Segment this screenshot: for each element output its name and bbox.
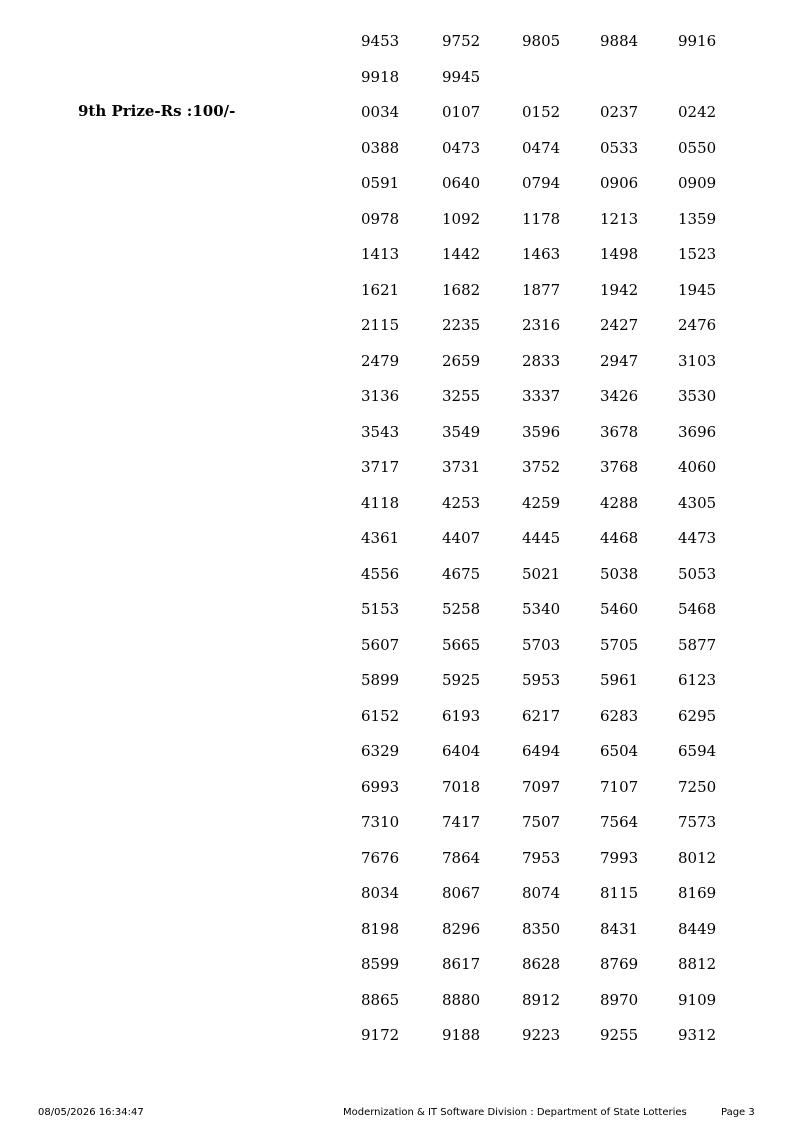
ticket-number: 0237 <box>600 103 639 121</box>
ticket-number: 4468 <box>600 529 639 547</box>
footer-timestamp: 08/05/2026 16:34:47 <box>38 1107 144 1118</box>
number-row <box>0 706 800 726</box>
number-row <box>0 244 800 264</box>
number-row <box>0 528 800 548</box>
ticket-number: 5258 <box>442 600 481 618</box>
ticket-number: 3530 <box>678 387 717 405</box>
ticket-number: 0906 <box>600 174 639 192</box>
ticket-number: 5665 <box>442 636 481 654</box>
ticket-number: 3103 <box>678 352 717 370</box>
ticket-number: 9109 <box>678 991 717 1009</box>
prize-label: 9th Prize-Rs :100/- <box>78 102 236 120</box>
ticket-number: 5607 <box>361 636 400 654</box>
ticket-number: 0591 <box>361 174 400 192</box>
ticket-number: 6193 <box>442 707 481 725</box>
ticket-number: 2235 <box>442 316 481 334</box>
ticket-number: 0388 <box>361 139 400 157</box>
ticket-number: 6404 <box>442 742 481 760</box>
ticket-number: 8970 <box>600 991 639 1009</box>
number-row <box>0 493 800 513</box>
ticket-number: 7018 <box>442 778 481 796</box>
ticket-number: 8115 <box>600 884 639 902</box>
ticket-number: 3678 <box>600 423 639 441</box>
ticket-number: 7507 <box>522 813 561 831</box>
ticket-number: 5961 <box>600 671 639 689</box>
ticket-number: 5153 <box>361 600 400 618</box>
ticket-number: 4556 <box>361 565 400 583</box>
number-row <box>0 954 800 974</box>
ticket-number: 1621 <box>361 281 400 299</box>
ticket-number: 0034 <box>361 103 400 121</box>
number-row <box>0 599 800 619</box>
ticket-number: 3255 <box>442 387 481 405</box>
ticket-number: 3136 <box>361 387 400 405</box>
ticket-number: 9223 <box>522 1026 561 1044</box>
number-row <box>0 848 800 868</box>
ticket-number: 4288 <box>600 494 639 512</box>
ticket-number: 0550 <box>678 139 717 157</box>
ticket-number: 9752 <box>442 32 481 50</box>
ticket-number: 4361 <box>361 529 400 547</box>
ticket-number: 6329 <box>361 742 400 760</box>
ticket-number: 2476 <box>678 316 717 334</box>
ticket-number: 0640 <box>442 174 481 192</box>
number-row <box>0 883 800 903</box>
ticket-number: 1442 <box>442 245 481 263</box>
ticket-number: 3543 <box>361 423 400 441</box>
ticket-number: 8012 <box>678 849 717 867</box>
ticket-number: 8912 <box>522 991 561 1009</box>
ticket-number: 3337 <box>522 387 561 405</box>
number-row <box>0 1025 800 1045</box>
ticket-number: 5340 <box>522 600 561 618</box>
ticket-number: 2479 <box>361 352 400 370</box>
ticket-number: 4259 <box>522 494 561 512</box>
ticket-number: 7250 <box>678 778 717 796</box>
ticket-number: 8628 <box>522 955 561 973</box>
ticket-number: 5468 <box>678 600 717 618</box>
number-row <box>0 315 800 335</box>
ticket-number: 4305 <box>678 494 717 512</box>
ticket-number: 3768 <box>600 458 639 476</box>
ticket-number: 6504 <box>600 742 639 760</box>
ticket-number: 5953 <box>522 671 561 689</box>
ticket-number: 0909 <box>678 174 717 192</box>
ticket-number: 6283 <box>600 707 639 725</box>
ticket-number: 8034 <box>361 884 400 902</box>
ticket-number: 8617 <box>442 955 481 973</box>
ticket-number: 8449 <box>678 920 717 938</box>
ticket-number: 7676 <box>361 849 400 867</box>
footer-page-number: Page 3 <box>721 1107 755 1118</box>
ticket-number: 2316 <box>522 316 561 334</box>
ticket-number: 8067 <box>442 884 481 902</box>
ticket-number: 8769 <box>600 955 639 973</box>
ticket-number: 5703 <box>522 636 561 654</box>
ticket-number: 9453 <box>361 32 400 50</box>
number-row <box>0 564 800 584</box>
ticket-number: 5460 <box>600 600 639 618</box>
ticket-number: 7107 <box>600 778 639 796</box>
ticket-number: 8074 <box>522 884 561 902</box>
ticket-number: 5038 <box>600 565 639 583</box>
ticket-number: 5925 <box>442 671 481 689</box>
ticket-number: 3752 <box>522 458 561 476</box>
ticket-number: 9312 <box>678 1026 717 1044</box>
number-row <box>0 990 800 1010</box>
ticket-number: 1413 <box>361 245 400 263</box>
ticket-number: 6494 <box>522 742 561 760</box>
ticket-number: 1498 <box>600 245 639 263</box>
number-row <box>0 812 800 832</box>
ticket-number: 9945 <box>442 68 481 86</box>
ticket-number: 9884 <box>600 32 639 50</box>
number-row <box>0 422 800 442</box>
ticket-number: 6217 <box>522 707 561 725</box>
ticket-number: 9805 <box>522 32 561 50</box>
footer-division: Modernization & IT Software Division : Department of State Lotteries <box>343 1107 687 1118</box>
number-row <box>0 919 800 939</box>
number-row <box>0 138 800 158</box>
ticket-number: 1942 <box>600 281 639 299</box>
ticket-number: 5877 <box>678 636 717 654</box>
ticket-number: 4445 <box>522 529 561 547</box>
ticket-number: 7993 <box>600 849 639 867</box>
ticket-number: 9255 <box>600 1026 639 1044</box>
ticket-number: 8350 <box>522 920 561 938</box>
ticket-number: 2427 <box>600 316 639 334</box>
ticket-number: 3549 <box>442 423 481 441</box>
number-row <box>0 102 800 122</box>
ticket-number: 6295 <box>678 707 717 725</box>
number-row <box>0 386 800 406</box>
ticket-number: 0152 <box>522 103 561 121</box>
number-row <box>0 777 800 797</box>
number-row <box>0 351 800 371</box>
ticket-number: 5053 <box>678 565 717 583</box>
ticket-number: 8296 <box>442 920 481 938</box>
ticket-number: 1523 <box>678 245 717 263</box>
ticket-number: 6152 <box>361 707 400 725</box>
ticket-number: 8812 <box>678 955 717 973</box>
ticket-number: 8880 <box>442 991 481 1009</box>
number-row <box>0 173 800 193</box>
ticket-number: 1213 <box>600 210 639 228</box>
ticket-number: 6123 <box>678 671 717 689</box>
ticket-number: 1463 <box>522 245 561 263</box>
ticket-number: 8599 <box>361 955 400 973</box>
ticket-number: 5021 <box>522 565 561 583</box>
ticket-number: 8169 <box>678 884 717 902</box>
number-row <box>0 457 800 477</box>
number-row <box>0 67 800 87</box>
ticket-number: 4253 <box>442 494 481 512</box>
ticket-number: 5705 <box>600 636 639 654</box>
ticket-number: 7097 <box>522 778 561 796</box>
ticket-number: 0242 <box>678 103 717 121</box>
ticket-number: 1178 <box>522 210 561 228</box>
ticket-number: 1877 <box>522 281 561 299</box>
ticket-number: 8431 <box>600 920 639 938</box>
ticket-number: 0794 <box>522 174 561 192</box>
ticket-number: 1092 <box>442 210 481 228</box>
ticket-number: 0533 <box>600 139 639 157</box>
ticket-number: 1945 <box>678 281 717 299</box>
ticket-number: 0474 <box>522 139 561 157</box>
ticket-number: 0107 <box>442 103 481 121</box>
ticket-number: 0978 <box>361 210 400 228</box>
ticket-number: 3731 <box>442 458 481 476</box>
number-row <box>0 209 800 229</box>
ticket-number: 4407 <box>442 529 481 547</box>
ticket-number: 1359 <box>678 210 717 228</box>
ticket-number: 0473 <box>442 139 481 157</box>
number-row <box>0 635 800 655</box>
ticket-number: 6594 <box>678 742 717 760</box>
ticket-number: 3596 <box>522 423 561 441</box>
ticket-number: 3426 <box>600 387 639 405</box>
ticket-number: 2833 <box>522 352 561 370</box>
ticket-number: 2947 <box>600 352 639 370</box>
number-row <box>0 280 800 300</box>
ticket-number: 7310 <box>361 813 400 831</box>
ticket-number: 1682 <box>442 281 481 299</box>
ticket-number: 5899 <box>361 671 400 689</box>
ticket-number: 9918 <box>361 68 400 86</box>
number-row <box>0 670 800 690</box>
ticket-number: 7564 <box>600 813 639 831</box>
ticket-number: 7953 <box>522 849 561 867</box>
ticket-number: 7417 <box>442 813 481 831</box>
ticket-number: 2659 <box>442 352 481 370</box>
ticket-number: 7573 <box>678 813 717 831</box>
ticket-number: 6993 <box>361 778 400 796</box>
number-row <box>0 31 800 51</box>
ticket-number: 7864 <box>442 849 481 867</box>
ticket-number: 8198 <box>361 920 400 938</box>
ticket-number: 3717 <box>361 458 400 476</box>
ticket-number: 2115 <box>361 316 400 334</box>
ticket-number: 4675 <box>442 565 481 583</box>
ticket-number: 4118 <box>361 494 400 512</box>
ticket-number: 9188 <box>442 1026 481 1044</box>
ticket-number: 8865 <box>361 991 400 1009</box>
ticket-number: 9172 <box>361 1026 400 1044</box>
ticket-number: 3696 <box>678 423 717 441</box>
ticket-number: 4060 <box>678 458 717 476</box>
ticket-number: 4473 <box>678 529 717 547</box>
ticket-number: 9916 <box>678 32 717 50</box>
number-row <box>0 741 800 761</box>
